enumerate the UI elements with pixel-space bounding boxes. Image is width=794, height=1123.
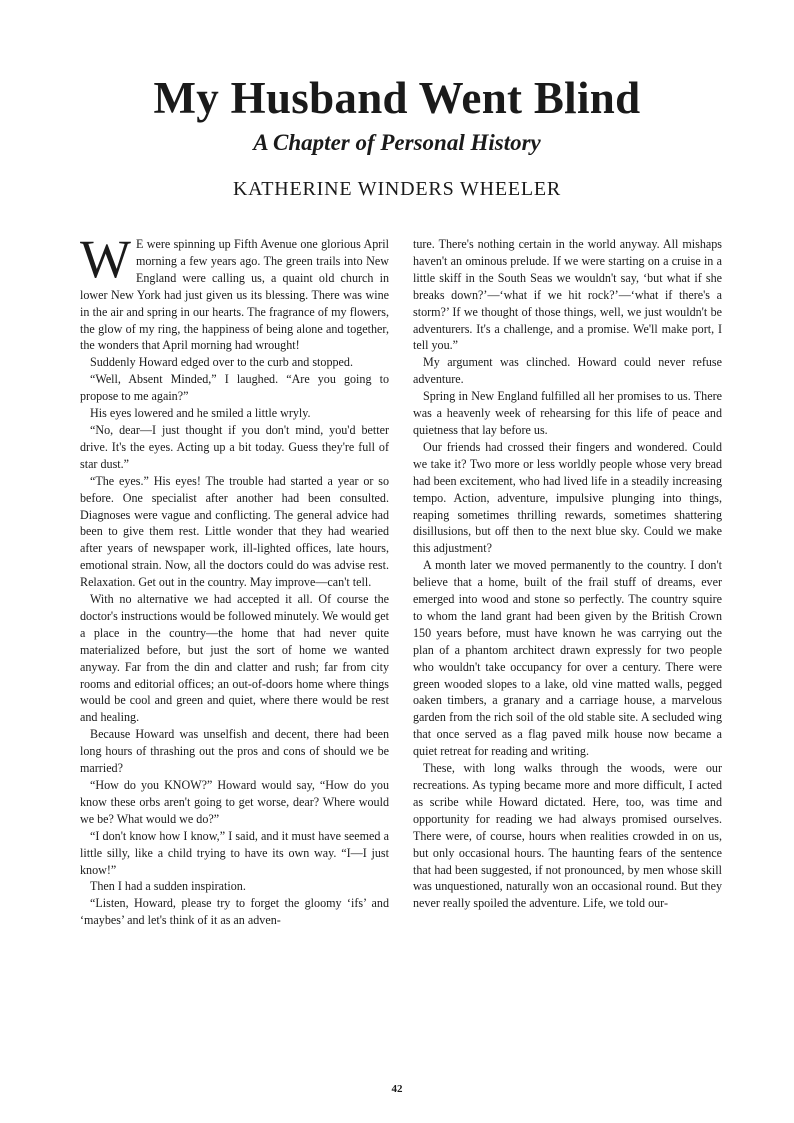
paragraph: “Well, Absent Minded,” I laughed. “Are you going to propose to me again?” bbox=[80, 372, 389, 404]
right-column bbox=[413, 236, 722, 912]
drop-cap: W bbox=[80, 229, 131, 289]
paragraph: “The eyes.” His eyes! The trouble had started a year or so before. One specialist after another had been consulted. Diagnoses were vague and conflicting. The general advice had been to give them rest. Little wonder that they had wearied after years of newspaper work, ill-lighted offices, late hours, emotional strain. Now, all the doctors could do was advise rest. Relaxation. Get out in the country. May improve—can't tell. bbox=[80, 473, 389, 590]
paragraph: His eyes lowered and he smiled a little wryly. bbox=[90, 406, 311, 421]
paragraph: “I don't know how I know,” I said, and it must have seemed a little silly, like a child trying to have its own way. “I—I just know!” bbox=[80, 828, 389, 877]
paragraph: A month later we moved permanently to the country. I don't believe that a home, built of the frail stuff of dreams, ever emerged into wood and stone so perfectly. The country squire to whom the land grant had been given by the British Crown 150 years before, must have known he was carrying out the plan of a phantom architect drawn expressly for two people who wouldn't take occupancy for over a century. There were green wooded slopes to a lake, old vine matted walls, pegged oaken timbers, a granary and a carriage house, a marvelous garden from the rich soil of the old stable site. A secluded wing that once served as a flag paved milk house now became a quiet retreat for reading and writing. bbox=[413, 558, 722, 759]
paragraph: Because Howard was unselfish and decent, there had been long hours of thrashing out the pros and cons of should we be married? bbox=[80, 727, 389, 776]
paragraph: These, with long walks through the woods, were our recreations. As typing became more and more difficult, I acted as scribe while Howard dictated. Here, too, was time and opportunity for reading we had always promised ourselves. There were, of course, hours when realities crowded in on us, but only occasional hours. The haunting fears of the sentence that had been suggested, if not pronounced, by men whose skill was unquestioned, naturally won an occasional round. But they never really spoiled the adventure. Life, we told our- bbox=[413, 761, 722, 911]
paragraph-text: E were spinning up Fifth Avenue one glorious April morning a few years ago. The green trails into New England were calling us, a quaint old church in lower New York had just given us its blessing. There was wine in the air and spring in our hearts. The fragrance of my flowers, the glow of my ring, the happiness of being alone and together, the wonders that April morning had wrought! bbox=[80, 237, 389, 353]
paragraph: Our friends had crossed their fingers and wondered. Could we take it? Two more or less worldly people whose very bread had been excitement, who had lived life in a steadily increasing tempo. Action, adventure, impulsive plunging into things, reaping sometimes thrilling rewards, sometimes shattering disillusions, but off then to the next blue sky. Could we make this adjustment? bbox=[413, 439, 722, 556]
paragraph: With no alternative we had accepted it all. Of course the doctor's instructions would be followed minutely. We would get a place in the country—the home that had never quite materialized before, but just the sort of home we wanted anyway. Far from the din and clatter and rush; far from city rooms and editorial offices; an out-of-doors home where things would be cool and green and quiet, where there would be rest and healing. bbox=[80, 592, 389, 725]
paragraph: “No, dear—I just thought if you don't mind, you'd better drive. It's the eyes. Acting up a bit today. Guess they're full of star dust.” bbox=[80, 422, 389, 471]
paragraph: Then I had a sudden inspiration. bbox=[90, 879, 246, 894]
paragraph: Spring in New England fulfilled all her promises to us. There was a heavenly week of rehearsing for this life of peace and quietness that lay before us. bbox=[413, 389, 722, 437]
paragraph: My argument was clinched. Howard could never refuse adventure. bbox=[413, 355, 722, 387]
paragraph-continued: ture. There's nothing certain in the world anyway. All mishaps haven't an ominous prelude. If we were starting on a cruise in a little skiff in the South Seas we wouldn't say, ‘but what if she breaks down?’—‘what if we hit rock?’—‘what if there's a storm?’ If we thought of those things, well, we just wouldn't be adventurers. It's a challenge, and a promise. We'll make port, I tell you.” bbox=[413, 237, 722, 353]
paragraph: “Listen, Howard, please try to forget the gloomy ‘ifs’ and ‘maybes’ and let's think of it as an adven- bbox=[80, 896, 389, 928]
paragraph: Suddenly Howard edged over to the curb and stopped. bbox=[90, 355, 353, 370]
author-byline: KATHERINE WINDERS WHEELER bbox=[232, 178, 562, 200]
article-subtitle: A Chapter of Personal History bbox=[253, 130, 541, 155]
paragraph: “How do you KNOW?” Howard would say, “How do you know these orbs aren't going to get worse, dear? Where would we be? What would we do?” bbox=[80, 778, 389, 826]
page-number: 42 bbox=[391, 1083, 403, 1095]
article-title: My Husband Went Blind bbox=[153, 73, 641, 123]
left-column bbox=[80, 229, 389, 929]
opening-paragraph bbox=[80, 229, 389, 354]
